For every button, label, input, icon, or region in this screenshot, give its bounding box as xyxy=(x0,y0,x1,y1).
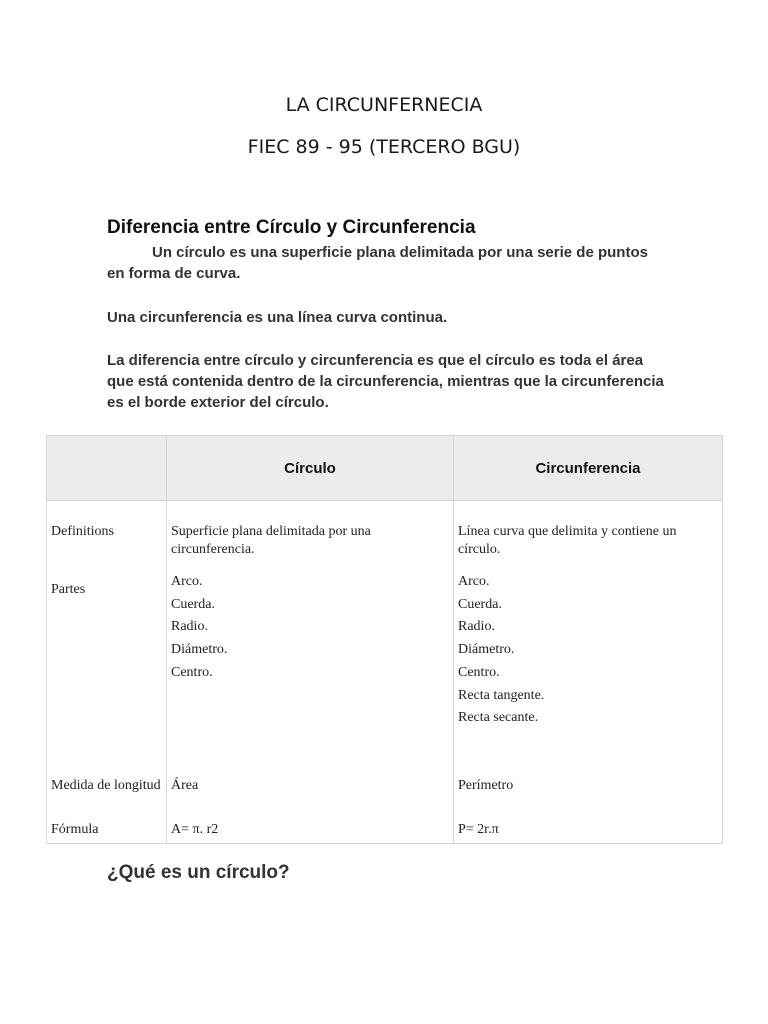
comparison-table xyxy=(46,435,723,844)
cell-medida-circunferencia: Perímetro xyxy=(458,778,514,793)
list-partes-circulo xyxy=(167,559,453,685)
paragraph-circulo xyxy=(107,242,667,284)
cell-formula-circunferencia: P= 2r.π xyxy=(458,822,499,837)
table-row-formula xyxy=(47,821,723,844)
paragraph-text: Un círculo es una superficie plana delimitada por una serie de puntos en forma de curva. xyxy=(107,244,648,282)
cell-def-circunferencia: Línea curva que delimita y contiene un círculo. xyxy=(458,524,677,557)
list-item: Arco. xyxy=(458,574,490,589)
header-circulo: Círculo xyxy=(167,436,454,501)
paragraph-circunferencia: Una circunferencia es una línea curva continua. xyxy=(107,309,448,326)
list-item: Radio. xyxy=(458,619,495,635)
list-item: Arco. xyxy=(171,574,203,589)
row-label: Definitions xyxy=(51,524,114,539)
row-label: Medida de longitud xyxy=(51,778,161,793)
header-circunferencia: Circunferencia xyxy=(454,436,723,501)
list-item: Centro. xyxy=(171,664,213,680)
row-label: Fórmula xyxy=(51,822,99,837)
table-row-medida xyxy=(47,773,723,821)
table-row-definitions xyxy=(47,501,723,560)
list-item: Cuerda. xyxy=(171,596,215,612)
list-item: Radio. xyxy=(171,619,208,635)
cell-formula-circulo: A= π. r2 xyxy=(171,822,219,837)
row-label: Partes xyxy=(51,582,86,597)
cell-def-circulo: Superficie plana delimitada por una circunferencia. xyxy=(171,524,371,557)
list-partes-circunferencia xyxy=(454,559,722,730)
list-item: Recta tangente. xyxy=(458,687,545,703)
list-item: Centro. xyxy=(458,664,500,680)
document-title: LA CIRCUNFERNECIA xyxy=(285,94,483,116)
list-item: Cuerda. xyxy=(458,596,502,612)
list-item: Recta secante. xyxy=(458,710,539,726)
list-item: Diámetro. xyxy=(171,642,228,658)
table-row-partes xyxy=(47,559,723,773)
header-empty xyxy=(47,436,167,501)
paragraph-diferencia: La diferencia entre círculo y circunferencia es que el círculo es toda el área que está contenida dentro de la circunferencia, mientras que la circunferencia es el borde exterior del círculo. xyxy=(107,352,664,411)
document-subtitle: FIEC 89 - 95 (TERCERO BGU) xyxy=(247,136,521,158)
table-header-row xyxy=(47,436,723,501)
list-item: Diámetro. xyxy=(458,642,515,658)
cell-medida-circulo: Área xyxy=(171,778,199,793)
section-heading: Diferencia entre Círculo y Circunferencia xyxy=(107,217,476,238)
next-section-heading: ¿Qué es un círculo? xyxy=(107,862,290,883)
